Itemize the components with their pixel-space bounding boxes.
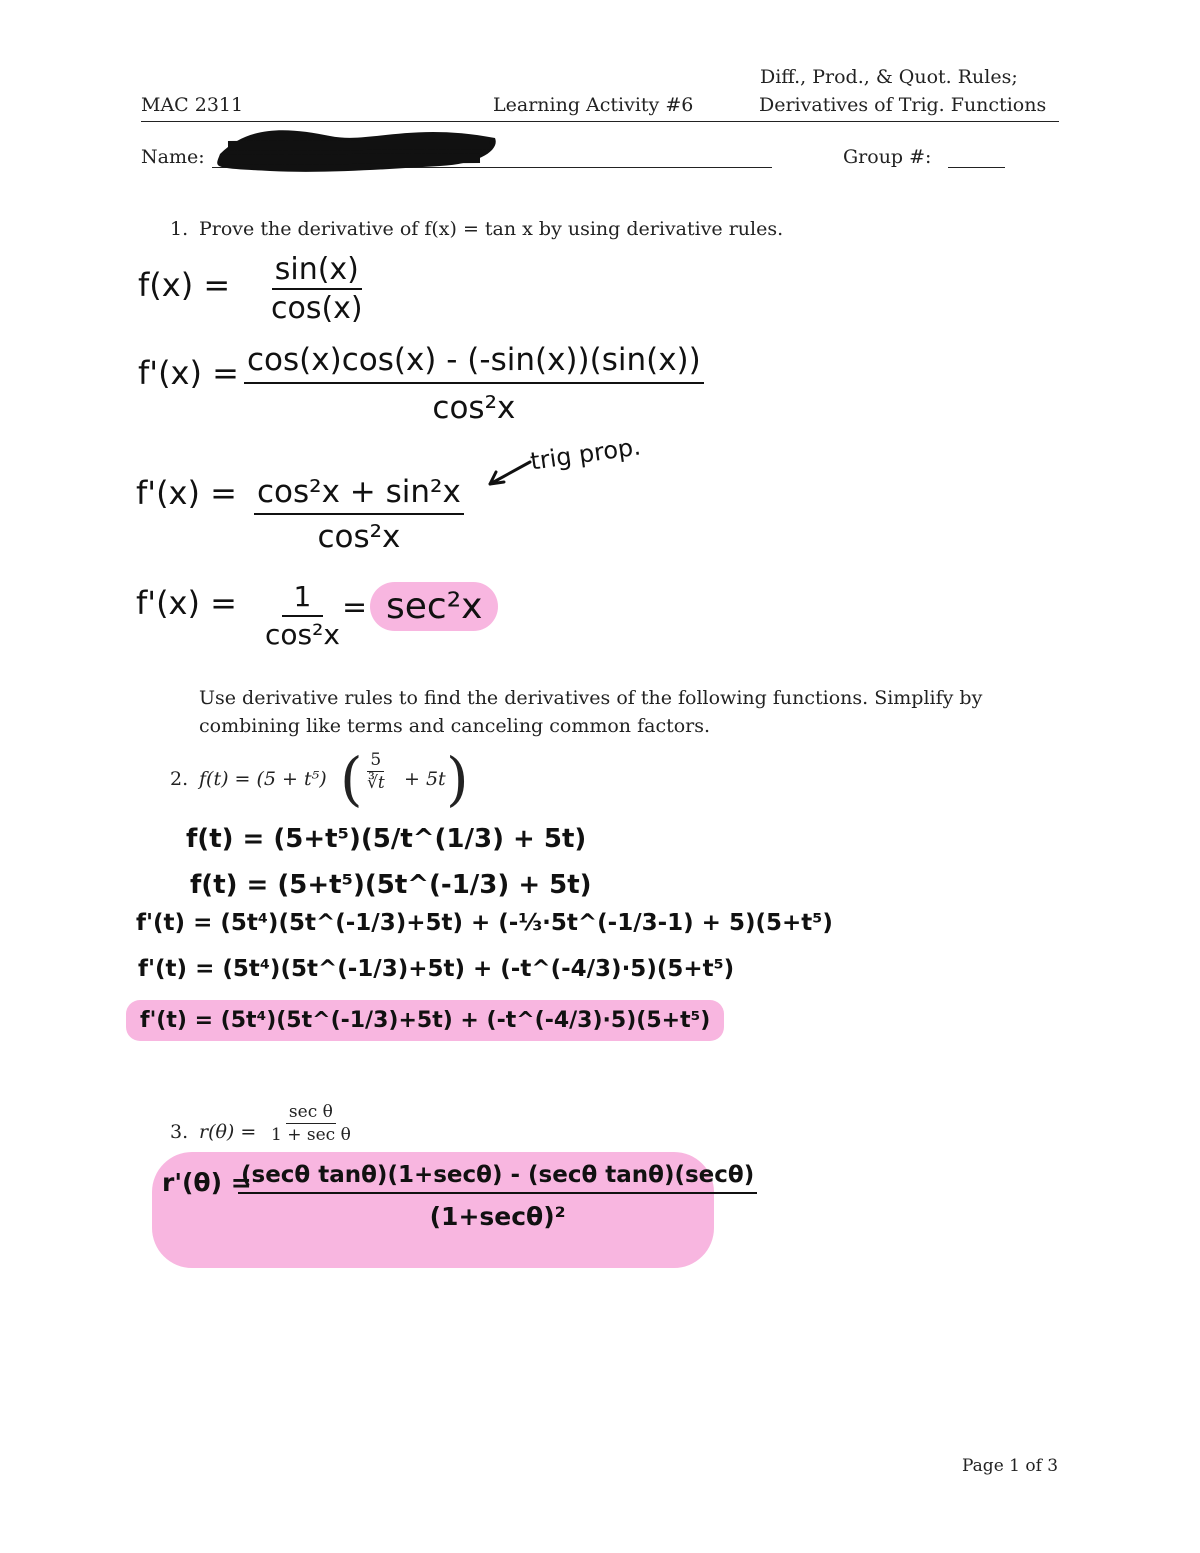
p1-line3-fraction: [254, 474, 464, 555]
course-code: MAC 2311: [141, 94, 244, 116]
p1-line4-lhs: f'(x) =: [136, 584, 237, 622]
problem-3-number: 3.: [170, 1121, 189, 1143]
p1-line4-den: cos²x: [265, 618, 340, 651]
topic-line-1: Diff., Prod., & Quot. Rules;: [760, 66, 1018, 88]
activity-title: Learning Activity #6: [493, 94, 694, 116]
group-label: Group #:: [843, 146, 932, 168]
p2-tail: + 5t: [404, 768, 446, 790]
problem-1-number: 1.: [170, 218, 189, 240]
problem-1-prompt: Prove the derivative of f(x) = tan x by using derivative rules.: [199, 218, 784, 240]
p2-work-line-2: f(t) = (5+t⁵)(5t^(-1/3) + 5t): [190, 870, 592, 900]
p1-line4-num: 1: [282, 580, 324, 617]
arrow-icon: [484, 456, 534, 492]
p1-line1-den: cos(x): [271, 291, 363, 326]
problem-3-lhs: r(θ) =: [199, 1121, 257, 1143]
p1-line2-den: cos²x: [432, 390, 516, 426]
p3-answer-lhs: r'(θ) =: [162, 1168, 252, 1197]
p2-work-line-3: f'(t) = (5t⁴)(5t^(-1/3)+5t) + (-⅓·5t^(-1/3-1) + 5)(5+t⁵): [136, 910, 833, 936]
p2-fraction: [364, 750, 388, 793]
p1-final-answer: sec²x: [370, 582, 498, 631]
p1-line1-num: sin(x): [272, 252, 362, 290]
p1-line4-equals: =: [342, 590, 368, 625]
trig-prop-annotation: trig prop.: [528, 432, 643, 476]
group-field-line[interactable]: [948, 167, 1005, 168]
p3-fraction: [268, 1102, 354, 1145]
instructions: Use derivative rules to find the derivatives of the following functions. Simplify by combining like terms and canceling common factors.: [199, 687, 983, 737]
p2-frac-num: 5: [367, 750, 384, 772]
p1-line4-fraction: [262, 580, 343, 651]
p1-line2-num: cos(x)cos(x) - (-sin(x))(sin(x)): [244, 342, 704, 384]
page-number: Page 1 of 3: [962, 1456, 1059, 1476]
name-label: Name:: [141, 146, 205, 168]
p2-close-paren: ): [446, 745, 469, 813]
p3-answer-den: (1+secθ)²: [429, 1202, 566, 1231]
p1-line1-fraction: [268, 252, 366, 326]
p1-line3-lhs: f'(x) =: [136, 474, 237, 512]
p3-frac-den: 1 + sec θ: [271, 1125, 351, 1145]
p1-line3-num: cos²x + sin²x: [254, 474, 464, 515]
p3-answer-fraction: [238, 1162, 757, 1231]
p2-open-paren: (: [340, 745, 363, 813]
p1-line2-lhs: f'(x) =: [138, 354, 239, 392]
p1-line2-fraction: [244, 342, 704, 426]
problem-2-number: 2.: [170, 768, 189, 790]
p2-final-answer: f'(t) = (5t⁴)(5t^(-1/3)+5t) + (-t^(-4/3)·5)(5+t⁵): [126, 1000, 724, 1041]
p1-line1-lhs: f(x) =: [138, 266, 231, 304]
p3-frac-num: sec θ: [286, 1102, 336, 1124]
p2-frac-den: ∛t: [367, 773, 385, 793]
p3-answer-num: (secθ tanθ)(1+secθ) - (secθ tanθ)(secθ): [238, 1162, 757, 1194]
topic-line-2: Derivatives of Trig. Functions: [759, 94, 1047, 116]
problem-2-lhs: f(t) = (5 + t⁵): [199, 768, 327, 790]
p2-work-line-4: f'(t) = (5t⁴)(5t^(-1/3)+5t) + (-t^(-4/3)·5)(5+t⁵): [138, 956, 735, 982]
redaction-scribble: [210, 116, 505, 178]
p2-work-line-1: f(t) = (5+t⁵)(5/t^(1/3) + 5t): [186, 824, 587, 854]
p1-line3-den: cos²x: [317, 519, 401, 555]
